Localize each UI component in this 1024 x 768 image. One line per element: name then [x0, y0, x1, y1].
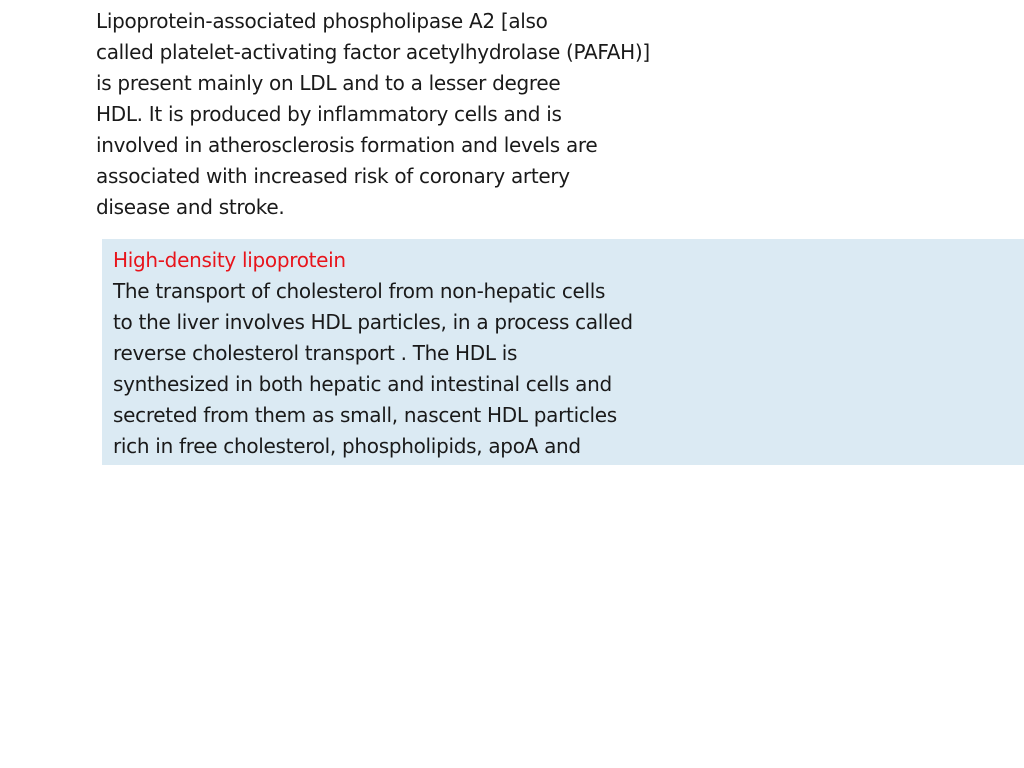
hdl-line: secreted from them as small, nascent HDL particles — [113, 403, 617, 427]
intro-line: HDL. It is produced by inflammatory cells and is — [96, 102, 562, 126]
intro-line: disease and stroke. — [96, 195, 285, 219]
intro-line: Lipoprotein-associated phospholipase A2 [also — [96, 9, 548, 33]
hdl-line: synthesized in both hepatic and intestinal cells and — [113, 372, 612, 396]
hdl-line: reverse cholesterol transport . The HDL is — [113, 341, 518, 365]
intro-line: called platelet-activating factor acetylhydrolase (PAFAH)] — [96, 40, 650, 64]
hdl-line: to the liver involves HDL particles, in a process called — [113, 310, 633, 334]
hdl-line: The transport of cholesterol from non-hepatic cells — [113, 279, 606, 303]
hdl-heading: High-density lipoprotein — [113, 248, 346, 272]
hdl-text-box — [102, 239, 1024, 465]
intro-line: associated with increased risk of coronary artery — [96, 164, 570, 188]
intro-paragraph — [96, 6, 716, 223]
hdl-paragraph — [113, 276, 1024, 462]
hdl-line: rich in free cholesterol, phospholipids, apoA and — [113, 434, 581, 458]
intro-line: involved in atherosclerosis formation and levels are — [96, 133, 598, 157]
intro-line: is present mainly on LDL and to a lesser degree — [96, 71, 561, 95]
